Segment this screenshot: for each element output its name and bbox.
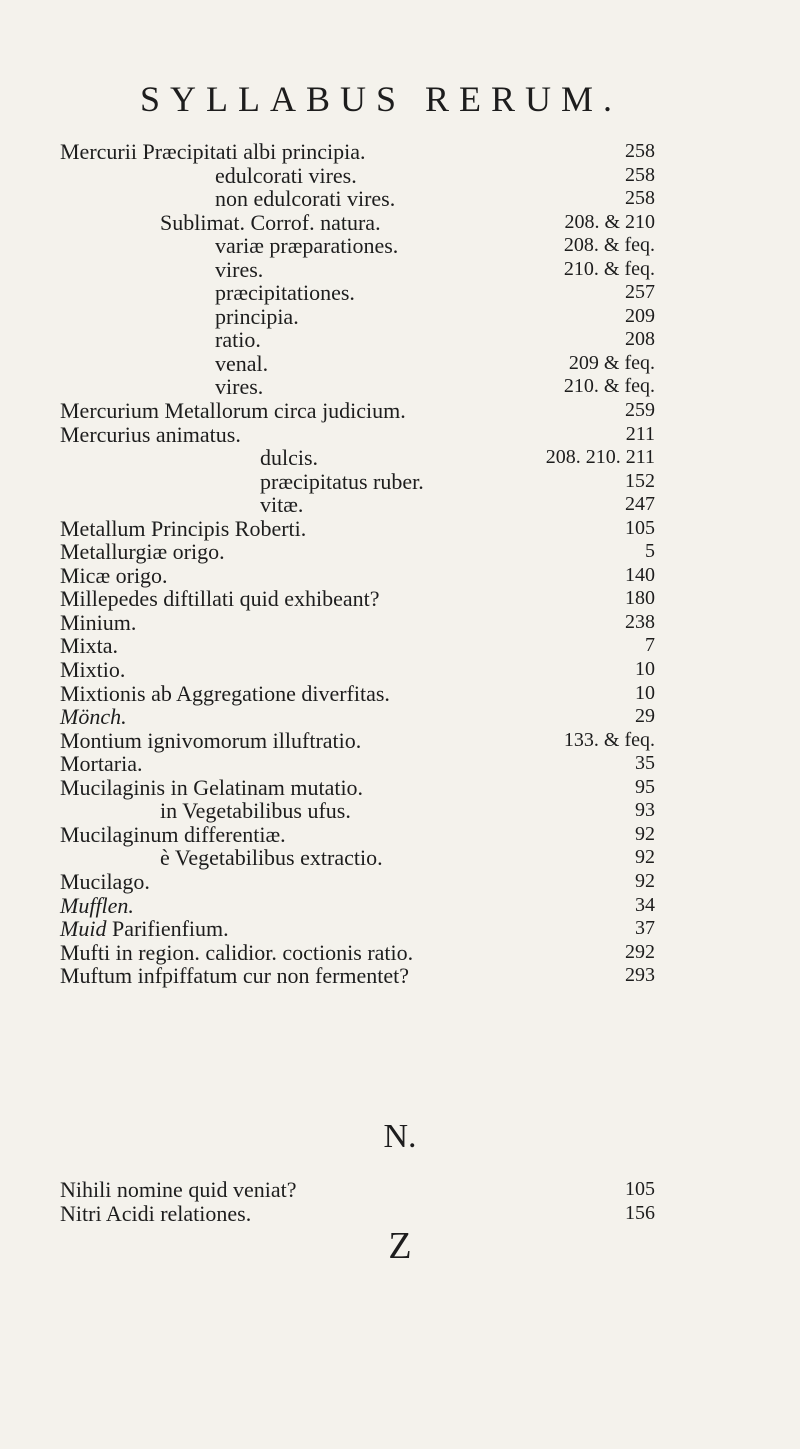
index-entry <box>0 446 800 470</box>
index-list-m <box>0 140 800 988</box>
index-entry <box>0 611 800 635</box>
entry-term: Mercurium Metallorum circa judicium. <box>60 398 406 424</box>
entry-page: 105 <box>625 1178 655 1200</box>
index-list-n <box>0 1178 800 1225</box>
entry-page: 208. & feq. <box>563 234 655 257</box>
section-letter: N. <box>383 1118 417 1155</box>
entry-term: Mufflen. <box>60 892 134 918</box>
entry-page: 95 <box>635 775 655 798</box>
entry-term: vires. <box>215 374 264 400</box>
entry-term: edulcorati vires. <box>215 162 357 188</box>
entry-term: Mercurii Præcipitati albi principia. <box>60 139 366 164</box>
entry-page: 105 <box>625 516 655 539</box>
entry-page: 156 <box>625 1201 655 1224</box>
entry-page: 210. & feq. <box>563 375 655 398</box>
entry-page: 10 <box>635 658 655 681</box>
index-entry <box>0 281 800 305</box>
index-entry <box>0 564 800 588</box>
entry-page: 257 <box>625 281 655 304</box>
entry-page: 209 <box>625 304 655 327</box>
entry-page: 93 <box>635 799 655 822</box>
entry-page: 258 <box>625 140 655 162</box>
entry-term: Mixtio. <box>60 657 126 683</box>
index-entry <box>0 164 800 188</box>
entry-term <box>60 917 229 941</box>
index-entry <box>0 658 800 682</box>
index-entry <box>0 1178 800 1202</box>
index-entry <box>0 187 800 211</box>
entry-page: 258 <box>625 187 655 210</box>
entry-term: Mufti in region. calidior. coctionis ratio. <box>60 939 414 965</box>
index-entry <box>0 517 800 541</box>
index-entry <box>0 705 800 729</box>
index-entry <box>0 846 800 870</box>
entry-term: Muftum infpiffatum cur non fermentet? <box>60 963 410 989</box>
entry-page: 180 <box>625 587 655 610</box>
entry-term: Metallum Principis Roberti. <box>60 515 307 541</box>
entry-term: dulcis. <box>260 445 319 471</box>
index-entry <box>0 1202 800 1226</box>
page-header: SYLLABUS RERUM. <box>140 79 623 119</box>
entry-term: ratio. <box>215 327 261 353</box>
entry-page: 209 & feq. <box>568 351 655 374</box>
entry-term: Montium ignivomorum illuftratio. <box>60 727 362 753</box>
entry-page: 92 <box>635 822 655 845</box>
entry-term: Mucilaginum differentiæ. <box>60 821 286 847</box>
entry-page: 10 <box>635 681 655 704</box>
entry-page: 140 <box>625 563 655 586</box>
entry-page: 5 <box>645 540 655 563</box>
index-entry <box>0 493 800 517</box>
entry-term: Metallurgiæ origo. <box>60 539 225 565</box>
entry-page: 258 <box>625 163 655 186</box>
index-entry <box>0 352 800 376</box>
entry-page: 7 <box>645 634 655 657</box>
index-entry <box>0 682 800 706</box>
index-entry <box>0 870 800 894</box>
entry-page: 259 <box>625 399 655 422</box>
entry-term: Nihili nomine quid veniat? <box>60 1177 297 1202</box>
index-entry <box>0 917 800 941</box>
entry-page: 238 <box>625 610 655 633</box>
entry-term: variæ præparationes. <box>215 233 399 259</box>
index-entry <box>0 587 800 611</box>
index-entry <box>0 776 800 800</box>
entry-term-rest: Parifienfium. <box>106 916 229 942</box>
entry-term: præcipitatus ruber. <box>260 468 424 494</box>
entry-term: Micæ origo. <box>60 562 168 588</box>
index-entry <box>0 729 800 753</box>
entry-page: 211 <box>625 422 655 445</box>
entry-page: 29 <box>635 705 655 728</box>
entry-page: 37 <box>635 917 655 940</box>
index-entry <box>0 634 800 658</box>
entry-page: 292 <box>625 940 655 963</box>
entry-term: Mönch. <box>60 704 127 730</box>
entry-term: venal. <box>215 350 269 376</box>
entry-page: 92 <box>635 846 655 869</box>
index-entry <box>0 964 800 988</box>
entry-page: 133. & feq. <box>563 728 655 751</box>
index-entry <box>0 328 800 352</box>
entry-term: Mixta. <box>60 633 119 659</box>
entry-term: è Vegetabilibus extractio. <box>160 845 383 871</box>
index-entry <box>0 258 800 282</box>
entry-term: non edulcorati vires. <box>215 186 396 212</box>
entry-page: 210. & feq. <box>563 257 655 280</box>
entry-term: Mucilago. <box>60 868 150 894</box>
index-entry <box>0 941 800 965</box>
index-entry <box>0 752 800 776</box>
index-entry <box>0 140 800 164</box>
index-entry <box>0 799 800 823</box>
entry-term: Mortaria. <box>60 751 143 777</box>
entry-page: 247 <box>625 493 655 516</box>
index-entry <box>0 234 800 258</box>
index-entry <box>0 375 800 399</box>
index-entry <box>0 540 800 564</box>
entry-term: Sublimat. Corrof. natura. <box>160 209 381 235</box>
entry-page: 208. 210. 211 <box>545 446 655 469</box>
entry-page: 92 <box>635 869 655 892</box>
index-entry <box>0 894 800 918</box>
entry-term: vitæ. <box>260 492 304 518</box>
index-entry <box>0 423 800 447</box>
entry-page: 34 <box>635 893 655 916</box>
index-entry <box>0 305 800 329</box>
entry-page: 293 <box>625 964 655 987</box>
index-entry <box>0 823 800 847</box>
signature-mark: Z <box>388 1225 412 1267</box>
entry-page: 208. & 210 <box>564 210 655 233</box>
entry-term: Millepedes diftillati quid exhibeant? <box>60 586 380 612</box>
entry-term-italic: Muid <box>60 916 107 942</box>
entry-term: vires. <box>215 256 264 282</box>
entry-page: 208 <box>625 328 655 351</box>
entry-term: Nitri Acidi relationes. <box>60 1200 252 1226</box>
entry-term: principia. <box>215 303 299 329</box>
entry-term: in Vegetabilibus ufus. <box>160 798 351 824</box>
entry-page: 152 <box>625 469 655 492</box>
index-entry <box>0 470 800 494</box>
entry-term: Mucilaginis in Gelatinam mutatio. <box>60 774 364 800</box>
index-entry <box>0 399 800 423</box>
entry-term: præcipitationes. <box>215 280 355 306</box>
index-entry <box>0 211 800 235</box>
entry-term: Mercurius animatus. <box>60 421 241 447</box>
entry-term: Minium. <box>60 609 137 635</box>
entry-term: Mixtionis ab Aggregatione diverfitas. <box>60 680 390 706</box>
entry-page: 35 <box>635 752 655 775</box>
